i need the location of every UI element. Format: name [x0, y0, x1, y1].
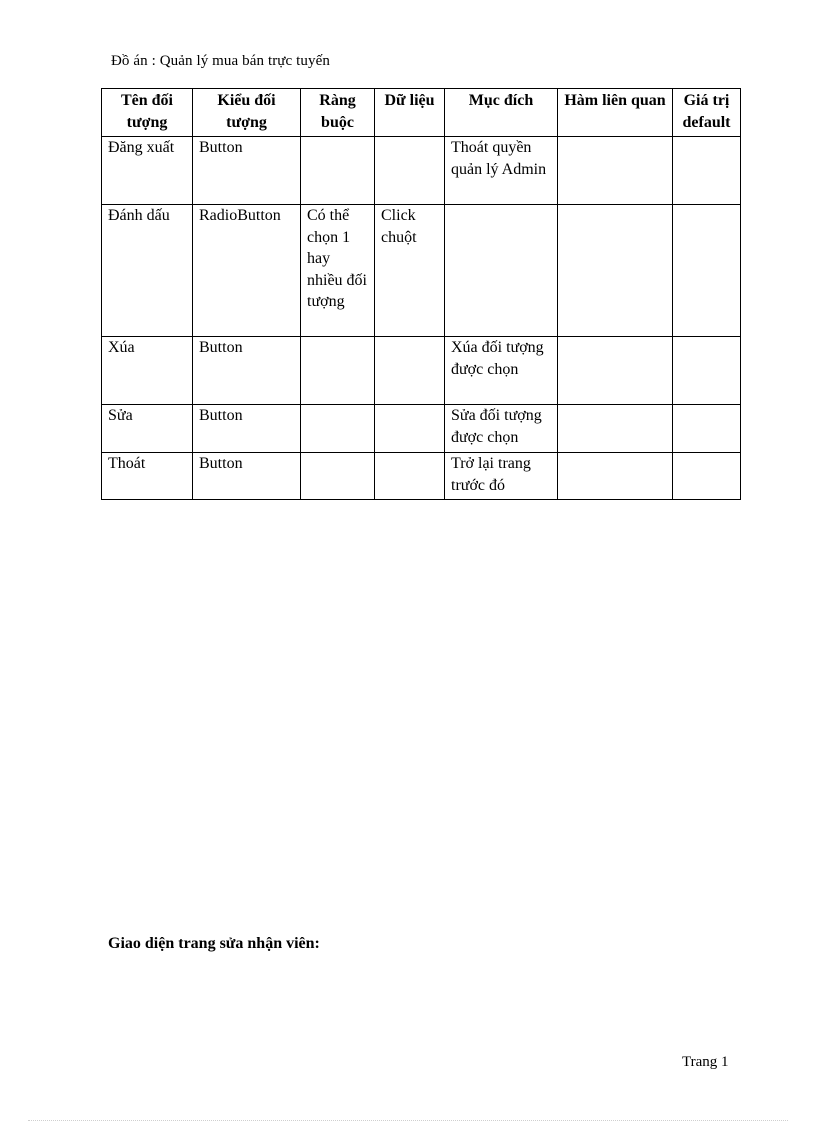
- table-cell: Xúa đối tượng được chọn: [445, 337, 558, 405]
- page-number: Trang 1: [682, 1054, 729, 1070]
- section-caption: Giao diện trang sửa nhận viên:: [108, 935, 320, 952]
- table-row: [102, 337, 741, 405]
- table-cell: Đăng xuất: [102, 137, 193, 205]
- table-cell: Có thể chọn 1 hay nhiều đối tượng: [301, 205, 375, 337]
- table-cell: [445, 205, 558, 337]
- table-row: [102, 405, 741, 453]
- table-cell: [673, 453, 741, 500]
- table-row: [102, 453, 741, 500]
- column-header: Mục đích: [445, 89, 558, 137]
- table-cell: Thoát quyền quản lý Admin: [445, 137, 558, 205]
- table-cell: Click chuột: [375, 205, 445, 337]
- table-cell: Button: [193, 405, 301, 453]
- table-cell: [558, 453, 673, 500]
- page-header: Đồ án : Quản lý mua bán trực tuyến: [111, 53, 330, 69]
- table-cell: Button: [193, 337, 301, 405]
- table-row: [102, 205, 741, 337]
- table-cell: [375, 405, 445, 453]
- table-cell: Sửa: [102, 405, 193, 453]
- column-header: Dữ liệu: [375, 89, 445, 137]
- table-row: [102, 137, 741, 205]
- table-cell: [558, 337, 673, 405]
- table-cell: [558, 205, 673, 337]
- table-cell: [673, 337, 741, 405]
- table-cell: [375, 137, 445, 205]
- table-cell: Đánh dấu: [102, 205, 193, 337]
- table-cell: RadioButton: [193, 205, 301, 337]
- table-cell: [673, 405, 741, 453]
- table-header-row: [102, 89, 741, 137]
- table-cell: [301, 137, 375, 205]
- table-cell: [301, 337, 375, 405]
- table-cell: [301, 453, 375, 500]
- table-cell: Trở lại trang trước đó: [445, 453, 558, 500]
- table-cell: Thoát: [102, 453, 193, 500]
- table-cell: [673, 137, 741, 205]
- table-cell: Button: [193, 137, 301, 205]
- column-header: Hàm liên quan: [558, 89, 673, 137]
- table-cell: Button: [193, 453, 301, 500]
- table-cell: [375, 337, 445, 405]
- object-spec-table: [101, 88, 741, 500]
- table-cell: [558, 405, 673, 453]
- table-cell: [375, 453, 445, 500]
- table-cell: [558, 137, 673, 205]
- table-cell: Sửa đối tượng được chọn: [445, 405, 558, 453]
- column-header: Ràng buộc: [301, 89, 375, 137]
- column-header: Giá trị default: [673, 89, 741, 137]
- table-cell: [673, 205, 741, 337]
- page-bottom-divider: [28, 1120, 788, 1121]
- table-cell: Xúa: [102, 337, 193, 405]
- table-cell: [301, 405, 375, 453]
- column-header: Kiểu đối tượng: [193, 89, 301, 137]
- column-header: Tên đối tượng: [102, 89, 193, 137]
